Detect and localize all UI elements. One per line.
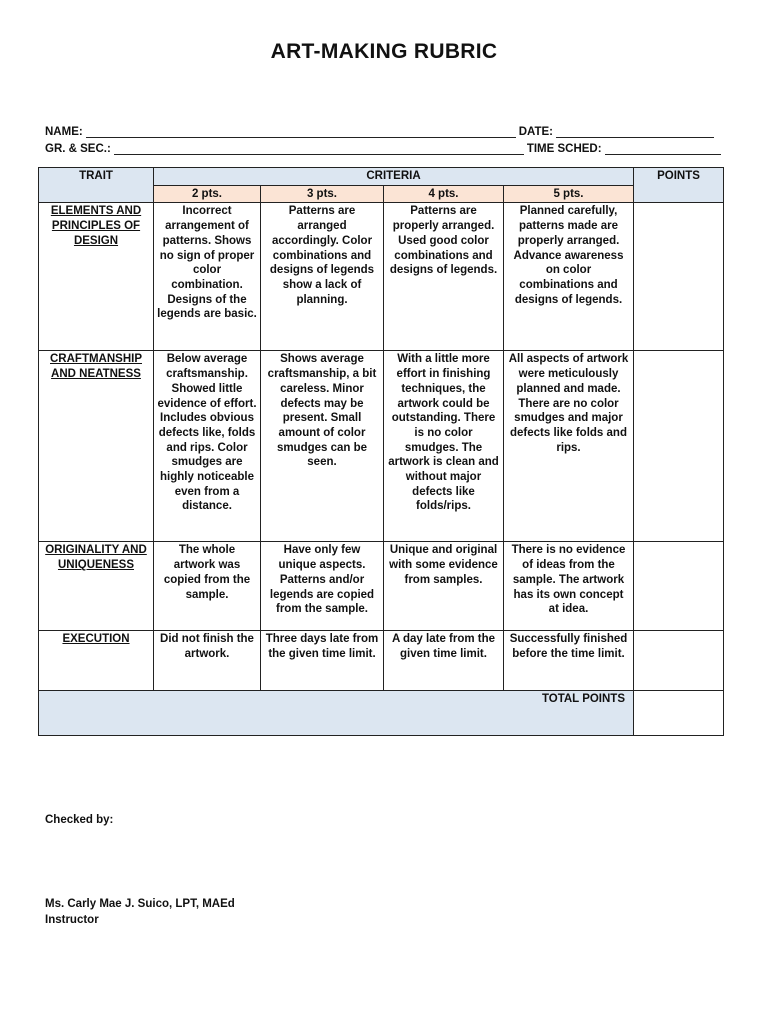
- points-cell[interactable]: [634, 203, 724, 351]
- table-row: [39, 631, 724, 691]
- criteria-cell: Did not finish the artwork.: [154, 631, 261, 691]
- document-title: ART-MAKING RUBRIC: [270, 40, 498, 63]
- table-row: [39, 203, 724, 351]
- score-level-3: 3 pts.: [261, 185, 384, 203]
- checked-by-label: Checked by:: [45, 814, 114, 826]
- criteria-cell: The whole artwork was copied from the sample.: [154, 542, 261, 631]
- criteria-cell: Patterns are properly arranged. Used good color combinations and designs of legends.: [384, 203, 504, 351]
- criteria-cell: Below average craftsmanship. Showed little evidence of effort. Includes obvious defects like, folds and rips. Color smudges are highly noticeable even from a distance.: [154, 351, 261, 542]
- points-cell[interactable]: [634, 631, 724, 691]
- score-level-2: 2 pts.: [154, 185, 261, 203]
- criteria-cell: Successfully finished before the time limit.: [504, 631, 634, 691]
- criteria-header: CRITERIA: [154, 168, 634, 186]
- name-date-row: [45, 122, 725, 138]
- score-level-4: 4 pts.: [384, 185, 504, 203]
- grade-time-row: [45, 139, 725, 155]
- criteria-cell: Have only few unique aspects. Patterns and/or legends are copied from the sample.: [261, 542, 384, 631]
- total-row: [39, 691, 724, 736]
- criteria-cell: There is no evidence of ideas from the sample. The artwork has its own concept at idea.: [504, 542, 634, 631]
- criteria-cell: Planned carefully, patterns made are properly arranged. Advance awareness on color combinations and designs of legends.: [504, 203, 634, 351]
- table-row: [39, 351, 724, 542]
- total-points-cell[interactable]: [634, 691, 724, 736]
- criteria-cell: Unique and original with some evidence from samples.: [384, 542, 504, 631]
- trait-cell: ELEMENTS AND PRINCIPLES OF DESIGN: [39, 203, 154, 351]
- total-points-label: TOTAL POINTS: [39, 691, 634, 736]
- trait-header: TRAIT: [39, 168, 154, 203]
- points-cell[interactable]: [634, 542, 724, 631]
- criteria-cell: Incorrect arrangement of patterns. Shows no sign of proper color combination. Designs of the legends are basic.: [154, 203, 261, 351]
- date-label: DATE:: [518, 126, 553, 138]
- name-label: NAME:: [45, 126, 83, 138]
- grade-section-blank[interactable]: [114, 142, 524, 155]
- table-row: [39, 542, 724, 631]
- criteria-cell: All aspects of artwork were meticulously planned and made. There are no color smudges and major defects like folds and rips.: [504, 351, 634, 542]
- grade-section-label: GR. & SEC.:: [45, 143, 111, 155]
- time-sched-blank[interactable]: [605, 142, 721, 155]
- date-blank[interactable]: [556, 125, 714, 138]
- criteria-cell: With a little more effort in finishing techniques, the artwork could be outstanding. There is no color smudges. The artwork is clean and without major defects like folds/rips.: [384, 351, 504, 542]
- criteria-cell: A day late from the given time limit.: [384, 631, 504, 691]
- criteria-cell: Patterns are arranged accordingly. Color combinations and designs of legends show a lack of planning.: [261, 203, 384, 351]
- name-blank[interactable]: [86, 125, 516, 138]
- trait-cell: CRAFTMANSHIP AND NEATNESS: [39, 351, 154, 542]
- time-sched-label: TIME SCHED:: [526, 143, 602, 155]
- points-header: POINTS: [634, 168, 724, 203]
- trait-cell: ORIGINALITY AND UNIQUENESS: [39, 542, 154, 631]
- trait-cell: EXECUTION: [39, 631, 154, 691]
- points-cell[interactable]: [634, 351, 724, 542]
- instructor-role: Instructor: [45, 914, 99, 926]
- score-level-5: 5 pts.: [504, 185, 634, 203]
- rubric-table: [38, 167, 724, 736]
- criteria-cell: Three days late from the given time limit.: [261, 631, 384, 691]
- instructor-name: Ms. Carly Mae J. Suico, LPT, MAEd: [45, 898, 235, 910]
- criteria-cell: Shows average craftsmanship, a bit careless. Minor defects may be present. Small amount of color smudges can be seen.: [261, 351, 384, 542]
